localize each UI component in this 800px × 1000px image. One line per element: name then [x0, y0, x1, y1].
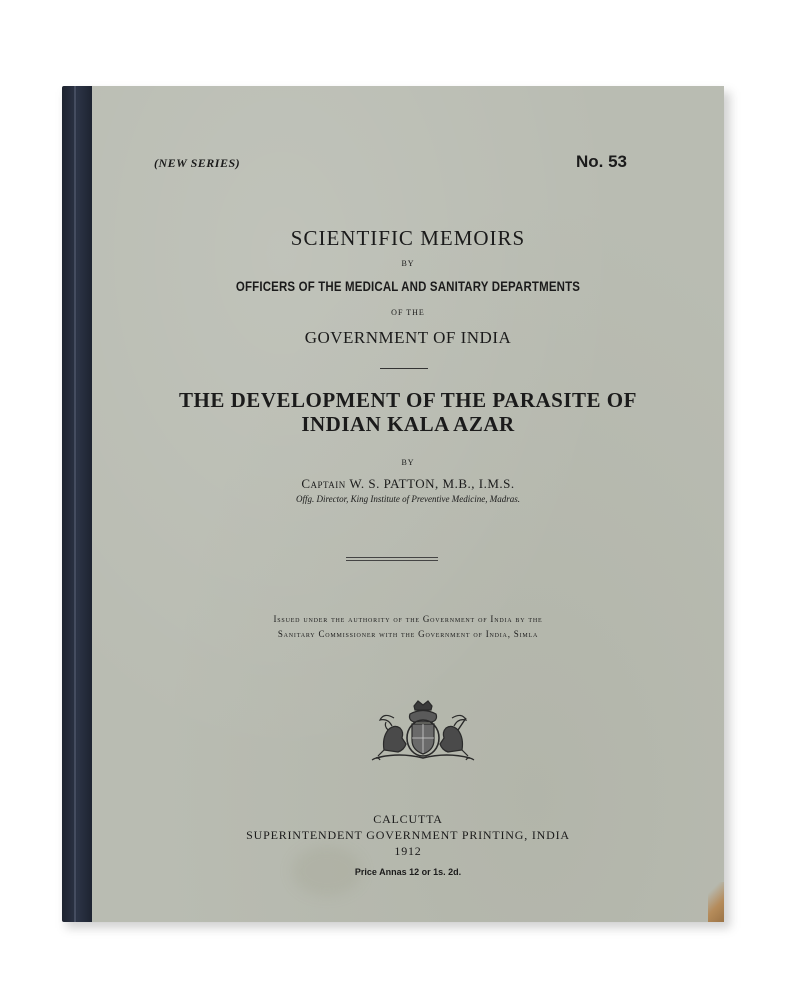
by-label: BY [401, 259, 415, 268]
divider-rule [380, 368, 428, 369]
of-the-label: OF THE [391, 308, 425, 317]
royal-coat-of-arms-icon [354, 698, 492, 762]
author-name: Captain W. S. PATTON, M.B., I.M.S. [301, 476, 515, 491]
spine-fold-line [74, 86, 76, 922]
memoir-title-line-1: THE DEVELOPMENT OF THE PARASITE OF [179, 388, 637, 412]
book-spine [62, 86, 96, 922]
author-affiliation: Offg. Director, King Institute of Preventive Medicine, Madras. [295, 494, 521, 504]
series-label: (NEW SERIES) [154, 156, 241, 170]
issue-number: No. 53 [576, 152, 628, 171]
book-cover [92, 86, 724, 922]
publication-title: SCIENTIFIC MEMOIRS [290, 226, 526, 250]
imprint-city: CALCUTTA [373, 812, 443, 826]
issued-line-2: Sanitary Commissioner with the Government of India, Simla [277, 629, 539, 639]
imprint-printer: SUPERINTENDENT GOVERNMENT PRINTING, INDIA [246, 828, 570, 842]
double-rule-bottom [346, 560, 438, 561]
book [62, 86, 724, 922]
author-by-label: BY [401, 458, 415, 467]
double-rule-top [346, 557, 438, 558]
memoir-title-line-2: INDIAN KALA AZAR [301, 412, 515, 436]
imprint-year: 1912 [394, 844, 422, 858]
corner-wear [708, 882, 724, 922]
issued-line-1: Issued under the authority of the Government of India by the [273, 614, 543, 624]
officers-line: OFFICERS OF THE MEDICAL AND SANITARY DEPARTMENTS [235, 278, 581, 294]
price-line: Price Annas 12 or 1s. 2d. [354, 867, 462, 877]
government-line: GOVERNMENT OF INDIA [304, 328, 512, 347]
